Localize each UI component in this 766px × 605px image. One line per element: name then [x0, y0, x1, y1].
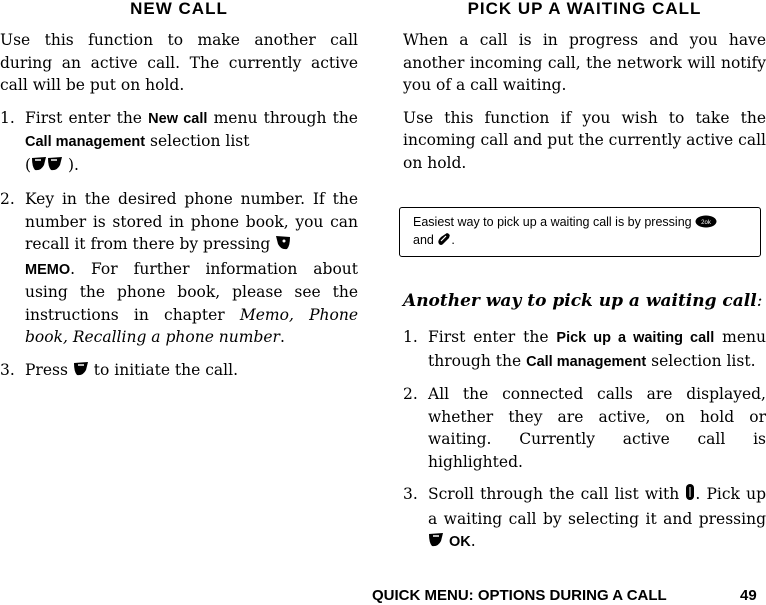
scroll-key-icon	[685, 483, 695, 508]
svg-text:2ok: 2ok	[701, 220, 711, 226]
new-call-step-1: 1. First enter the New call menu through the Call management selection list ( ).	[0, 107, 358, 179]
list-name: Call management	[526, 353, 647, 370]
new-call-heading: NEW CALL	[130, 0, 228, 18]
pick-up-waiting-call-section	[403, 0, 766, 174]
pick-up-intro-2: Use this function if you wish to take the incoming call and put the currently active call on hold.	[403, 108, 766, 172]
chapter-reference: Memo, Phone book, Recalling a phone number	[25, 305, 358, 346]
page-number: 49	[740, 587, 757, 604]
new-call-intro: Use this function to make another call during an active call. The currently active call will be put on hold.	[0, 31, 358, 94]
tip-text: Easiest way to pick up a waiting call is by pressing	[413, 215, 692, 229]
step-number: 1.	[403, 328, 418, 346]
another-way-subheading: Another way to pick up a waiting call:	[403, 291, 763, 311]
soft-key-left-icon	[31, 156, 47, 179]
new-call-step-2: 2. Key in the desired phone number. If the number is stored in phone book, you can recall it from there by pressing MEMO. For further information about using the phone book, please see the instructions in chapter Memo, Phone book, Recalling a phone number.	[0, 190, 358, 346]
menu-name: New call	[148, 110, 208, 127]
page-footer	[372, 587, 766, 605]
step-number: 1.	[0, 108, 15, 127]
step-number: 2.	[0, 190, 15, 208]
step-number: 3.	[0, 360, 15, 379]
step-number: 3.	[403, 485, 418, 503]
new-call-section	[0, 0, 358, 383]
footer-title: QUICK MENU: OPTIONS DURING A CALL	[372, 587, 667, 604]
new-call-steps	[0, 107, 358, 384]
pick-up-step-1: 1. First enter the Pick up a waiting call menu through the Call management selection list.	[403, 328, 766, 370]
another-way-section	[403, 290, 766, 555]
pick-up-heading: PICK UP A WAITING CALL	[467, 0, 702, 18]
new-call-step-3: 3. Press to initiate the call.	[0, 359, 358, 384]
end-key-icon	[695, 215, 717, 232]
soft-key-left-icon	[47, 156, 63, 179]
memo-key-label: MEMO	[25, 261, 71, 278]
pick-up-step-3: 3. Scroll through the call list with . Pick up a waiting call by selecting it and pressing OK.	[403, 483, 766, 555]
ok-key-label: OK	[448, 534, 471, 550]
step-number: 2.	[403, 385, 418, 403]
another-way-steps	[403, 326, 766, 555]
call-key-icon	[437, 232, 451, 250]
soft-key-right-icon	[275, 235, 291, 258]
list-name: Call management	[25, 134, 146, 150]
pick-up-intro-1: When a call is in progress and you have another incoming call, the network will notify you of a call waiting.	[403, 31, 766, 94]
pick-up-step-2: 2. All the connected calls are displayed, whether they are active, on hold or waiting. Currently active call is highlighted.	[403, 385, 766, 471]
menu-name: Pick up a waiting call	[556, 330, 715, 346]
call-key-icon	[73, 361, 89, 384]
call-key-icon	[428, 532, 444, 555]
tip-box: Easiest way to pick up a waiting call is by pressing 2ok and .	[399, 207, 761, 257]
